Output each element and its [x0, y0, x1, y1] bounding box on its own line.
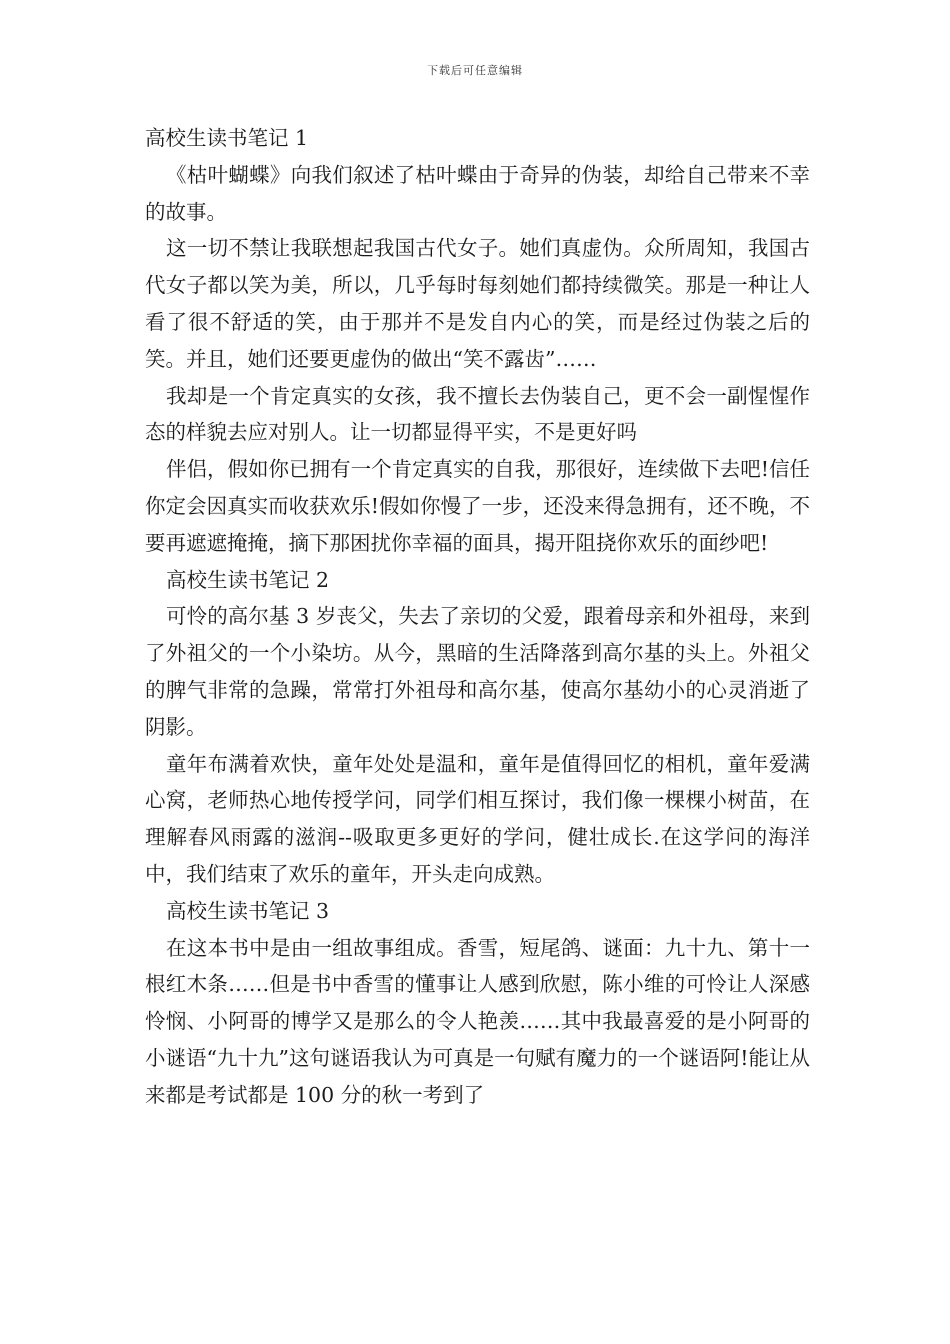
section-3-paragraph-1: 在这本书中是由一组故事组成。香雪，短尾鸽、谜面：九十九、第十一根红木条……但是书中香雪的懂事让人感到欣慰，陈小维的可怜让人深感怜悯、小阿哥的博学又是那么的令人艳羡……其中我最喜爱的是小阿哥的小谜语“九十九”这句谜语我认为可真是一句赋有魔力的一个谜语阿!能让从来都是考试都是 100 分的秋一考到了: [145, 935, 810, 1107]
section-2-paragraph-1: 可怜的高尔基 3 岁丧父，失去了亲切的父爱，跟着母亲和外祖母，来到了外祖父的一个小染坊。从今，黑暗的生活降落到高尔基的头上。外祖父的脾气非常的急躁，常常打外祖母和高尔基，使高尔基幼小的心灵消逝了阴影。: [145, 604, 810, 739]
section-1-title: 高校生读书笔记 1: [145, 126, 309, 150]
header-note: 下载后可任意编辑: [427, 64, 523, 77]
section-2-title: 高校生读书笔记 2: [166, 567, 330, 592]
section-1-paragraph-3: 我却是一个肯定真实的女孩，我不擅长去伪装自己，更不会一副惺惺作态的样貌去应对别人。让一切都显得平实，不是更好吗: [145, 383, 810, 445]
section-2-paragraph-2: 童年布满着欢快，童年处处是温和，童年是值得回忆的相机，童年爱满心窝，老师热心地传授学问，同学们相互探讨，我们像一棵棵小树苗，在理解春风雨露的滋润--吸取更多更好的学问，健壮成长.在这学问的海洋中，我们结束了欢乐的童年，开头走向成熟。: [145, 751, 810, 886]
section-3-title: 高校生读书笔记 3: [166, 898, 330, 923]
section-1-paragraph-2: 这一切不禁让我联想起我国古代女子。她们真虚伪。众所周知，我国古代女子都以笑为美，所以，几乎每时每刻她们都持续微笑。那是一种让人看了很不舒适的笑，由于那并不是发自内心的笑，而是经过伪装之后的笑。并且，她们还要更虚伪的做出“笑不露齿”……: [145, 236, 810, 371]
section-1-paragraph-1: 《枯叶蝴蝶》向我们叙述了枯叶蝶由于奇异的伪装，却给自己带来不幸的故事。: [145, 162, 810, 224]
document-body: [145, 120, 810, 1114]
section-1-paragraph-4: 伴侣，假如你已拥有一个肯定真实的自我，那很好，连续做下去吧!信任你定会因真实而收获欢乐!假如你慢了一步，还没来得急拥有，还不晚，不要再遮遮掩掩，摘下那困扰你幸福的面具，揭开阻挠你欢乐的面纱吧!: [145, 457, 810, 555]
